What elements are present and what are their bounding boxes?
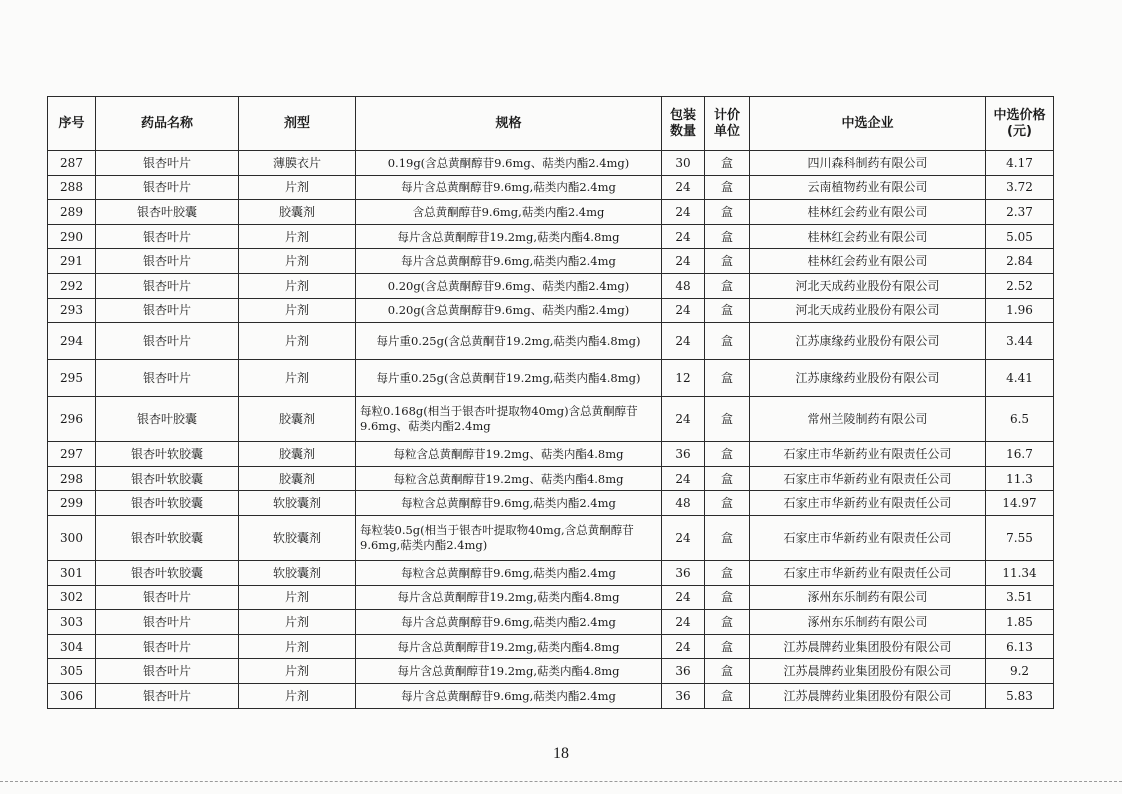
price-cell: 1.96 (986, 298, 1054, 323)
price-cell: 3.44 (986, 323, 1054, 360)
price-cell: 6.13 (986, 634, 1054, 659)
table-row (48, 634, 1054, 659)
price-cell: 2.37 (986, 200, 1054, 225)
drug-name-cell: 银杏叶片 (96, 249, 239, 274)
pricing-unit-cell: 盒 (705, 515, 750, 560)
header-specification: 规格 (356, 97, 662, 151)
dosage-form-cell: 胶囊剂 (239, 397, 356, 442)
pack-quantity-cell: 24 (662, 397, 705, 442)
drug-name-cell: 银杏叶片 (96, 610, 239, 635)
pricing-unit-cell: 盒 (705, 585, 750, 610)
row-number-cell: 303 (48, 610, 96, 635)
company-cell: 桂林红会药业有限公司 (750, 200, 986, 225)
company-cell: 云南植物药业有限公司 (750, 175, 986, 200)
pack-quantity-cell: 24 (662, 175, 705, 200)
specification-cell: 0.20g(含总黄酮醇苷9.6mg、萜类内酯2.4mg) (356, 298, 662, 323)
drug-name-cell: 银杏叶片 (96, 683, 239, 708)
company-cell: 河北天成药业股份有限公司 (750, 298, 986, 323)
specification-cell: 每片含总黄酮醇苷19.2mg,萜类内酯4.8mg (356, 659, 662, 684)
drug-name-cell: 银杏叶软胶囊 (96, 515, 239, 560)
pricing-unit-cell: 盒 (705, 298, 750, 323)
table-row (48, 585, 1054, 610)
dosage-form-cell: 薄膜衣片 (239, 151, 356, 176)
table-row (48, 175, 1054, 200)
row-number-cell: 287 (48, 151, 96, 176)
drug-name-cell: 银杏叶片 (96, 224, 239, 249)
price-cell: 14.97 (986, 491, 1054, 516)
header-pricing-unit: 计价单位 (705, 97, 750, 151)
price-cell: 5.83 (986, 683, 1054, 708)
table-header-row (48, 97, 1054, 151)
specification-cell: 0.20g(含总黄酮醇苷9.6mg、萜类内酯2.4mg) (356, 273, 662, 298)
drug-name-cell: 银杏叶软胶囊 (96, 442, 239, 467)
pricing-unit-cell: 盒 (705, 466, 750, 491)
table-row (48, 151, 1054, 176)
dosage-form-cell: 片剂 (239, 273, 356, 298)
dosage-form-cell: 片剂 (239, 249, 356, 274)
dosage-form-cell: 片剂 (239, 175, 356, 200)
table-row (48, 610, 1054, 635)
row-number-cell: 288 (48, 175, 96, 200)
header-drug-name: 药品名称 (96, 97, 239, 151)
drug-name-cell: 银杏叶软胶囊 (96, 466, 239, 491)
price-cell: 4.17 (986, 151, 1054, 176)
drug-name-cell: 银杏叶片 (96, 175, 239, 200)
company-cell: 石家庄市华新药业有限责任公司 (750, 491, 986, 516)
pricing-unit-cell: 盒 (705, 634, 750, 659)
company-cell: 石家庄市华新药业有限责任公司 (750, 442, 986, 467)
company-cell: 桂林红会药业有限公司 (750, 249, 986, 274)
company-cell: 河北天成药业股份有限公司 (750, 273, 986, 298)
company-cell: 涿州东乐制药有限公司 (750, 610, 986, 635)
price-cell: 7.55 (986, 515, 1054, 560)
specification-cell: 每片重0.25g(含总黄酮苷19.2mg,萜类内酯4.8mg) (356, 360, 662, 397)
company-cell: 江苏晨牌药业集团股份有限公司 (750, 634, 986, 659)
dosage-form-cell: 片剂 (239, 634, 356, 659)
table-row (48, 249, 1054, 274)
specification-cell: 每片含总黄酮醇苷9.6mg,萜类内酯2.4mg (356, 683, 662, 708)
row-number-cell: 291 (48, 249, 96, 274)
pricing-unit-cell: 盒 (705, 442, 750, 467)
dosage-form-cell: 片剂 (239, 323, 356, 360)
specification-cell: 每粒含总黄酮醇苷19.2mg、萜类内酯4.8mg (356, 442, 662, 467)
dosage-form-cell: 胶囊剂 (239, 442, 356, 467)
table-row (48, 397, 1054, 442)
pack-quantity-cell: 36 (662, 659, 705, 684)
dosage-form-cell: 软胶囊剂 (239, 515, 356, 560)
specification-cell: 每片含总黄酮醇苷9.6mg,萜类内酯2.4mg (356, 610, 662, 635)
header-selected-price: 中选价格(元) (986, 97, 1054, 151)
company-cell: 桂林红会药业有限公司 (750, 224, 986, 249)
drug-name-cell: 银杏叶片 (96, 273, 239, 298)
specification-cell: 每片含总黄酮醇苷9.6mg,萜类内酯2.4mg (356, 175, 662, 200)
price-cell: 11.34 (986, 560, 1054, 585)
pricing-unit-cell: 盒 (705, 610, 750, 635)
specification-cell: 每片含总黄酮醇苷19.2mg,萜类内酯4.8mg (356, 634, 662, 659)
drug-name-cell: 银杏叶片 (96, 659, 239, 684)
specification-cell: 0.19g(含总黄酮醇苷9.6mg、萜类内酯2.4mg) (356, 151, 662, 176)
pack-quantity-cell: 30 (662, 151, 705, 176)
row-number-cell: 304 (48, 634, 96, 659)
specification-cell: 每粒含总黄酮醇苷9.6mg,萜类内酯2.4mg (356, 491, 662, 516)
pricing-unit-cell: 盒 (705, 397, 750, 442)
specification-cell: 每粒含总黄酮醇苷19.2mg、萜类内酯4.8mg (356, 466, 662, 491)
pricing-unit-cell: 盒 (705, 200, 750, 225)
price-cell: 6.5 (986, 397, 1054, 442)
pack-quantity-cell: 24 (662, 200, 705, 225)
drug-name-cell: 银杏叶片 (96, 585, 239, 610)
dosage-form-cell: 片剂 (239, 683, 356, 708)
pack-quantity-cell: 24 (662, 634, 705, 659)
drug-name-cell: 银杏叶片 (96, 323, 239, 360)
drug-name-cell: 银杏叶软胶囊 (96, 560, 239, 585)
price-cell: 16.7 (986, 442, 1054, 467)
company-cell: 四川森科制药有限公司 (750, 151, 986, 176)
row-number-cell: 306 (48, 683, 96, 708)
specification-cell: 含总黄酮醇苷9.6mg,萜类内酯2.4mg (356, 200, 662, 225)
dosage-form-cell: 片剂 (239, 298, 356, 323)
row-number-cell: 296 (48, 397, 96, 442)
dosage-form-cell: 胶囊剂 (239, 200, 356, 225)
pack-quantity-cell: 24 (662, 585, 705, 610)
specification-cell: 每粒含总黄酮醇苷9.6mg,萜类内酯2.4mg (356, 560, 662, 585)
pack-quantity-cell: 36 (662, 442, 705, 467)
dosage-form-cell: 片剂 (239, 224, 356, 249)
row-number-cell: 301 (48, 560, 96, 585)
pricing-unit-cell: 盒 (705, 249, 750, 274)
company-cell: 江苏晨牌药业集团股份有限公司 (750, 659, 986, 684)
pricing-unit-cell: 盒 (705, 323, 750, 360)
company-cell: 石家庄市华新药业有限责任公司 (750, 466, 986, 491)
price-cell: 11.3 (986, 466, 1054, 491)
header-selected-company: 中选企业 (750, 97, 986, 151)
company-cell: 江苏康缘药业股份有限公司 (750, 323, 986, 360)
price-cell: 2.84 (986, 249, 1054, 274)
pricing-unit-cell: 盒 (705, 175, 750, 200)
drug-name-cell: 银杏叶片 (96, 360, 239, 397)
specification-cell: 每片重0.25g(含总黄酮苷19.2mg,萜类内酯4.8mg) (356, 323, 662, 360)
table-row (48, 323, 1054, 360)
pack-quantity-cell: 24 (662, 610, 705, 635)
dosage-form-cell: 片剂 (239, 585, 356, 610)
drug-name-cell: 银杏叶胶囊 (96, 397, 239, 442)
pack-quantity-cell: 48 (662, 273, 705, 298)
table-row (48, 298, 1054, 323)
price-cell: 1.85 (986, 610, 1054, 635)
table-row (48, 659, 1054, 684)
drug-name-cell: 银杏叶片 (96, 151, 239, 176)
table-row (48, 560, 1054, 585)
price-cell: 3.51 (986, 585, 1054, 610)
table-row (48, 466, 1054, 491)
row-number-cell: 300 (48, 515, 96, 560)
header-no: 序号 (48, 97, 96, 151)
drug-name-cell: 银杏叶片 (96, 634, 239, 659)
table-row (48, 491, 1054, 516)
row-number-cell: 297 (48, 442, 96, 467)
dosage-form-cell: 片剂 (239, 610, 356, 635)
pricing-unit-cell: 盒 (705, 659, 750, 684)
row-number-cell: 302 (48, 585, 96, 610)
row-number-cell: 292 (48, 273, 96, 298)
specification-cell: 每粒0.168g(相当于银杏叶提取物40mg)含总黄酮醇苷9.6mg、萜类内酯2.4mg (356, 397, 662, 442)
drug-name-cell: 银杏叶软胶囊 (96, 491, 239, 516)
price-cell: 2.52 (986, 273, 1054, 298)
table-row (48, 360, 1054, 397)
pack-quantity-cell: 48 (662, 491, 705, 516)
company-cell: 涿州东乐制药有限公司 (750, 585, 986, 610)
company-cell: 江苏晨牌药业集团股份有限公司 (750, 683, 986, 708)
pack-quantity-cell: 24 (662, 298, 705, 323)
table-row (48, 683, 1054, 708)
table-row (48, 515, 1054, 560)
dosage-form-cell: 胶囊剂 (239, 466, 356, 491)
pack-quantity-cell: 24 (662, 224, 705, 249)
pack-quantity-cell: 36 (662, 683, 705, 708)
drug-price-table (47, 96, 1054, 709)
pricing-unit-cell: 盒 (705, 224, 750, 249)
dosage-form-cell: 片剂 (239, 659, 356, 684)
price-cell: 9.2 (986, 659, 1054, 684)
pricing-unit-cell: 盒 (705, 491, 750, 516)
drug-name-cell: 银杏叶胶囊 (96, 200, 239, 225)
pricing-unit-cell: 盒 (705, 273, 750, 298)
dosage-form-cell: 片剂 (239, 360, 356, 397)
pricing-unit-cell: 盒 (705, 560, 750, 585)
pack-quantity-cell: 24 (662, 466, 705, 491)
pricing-unit-cell: 盒 (705, 151, 750, 176)
table-row (48, 224, 1054, 249)
pack-quantity-cell: 24 (662, 249, 705, 274)
header-pack-quantity: 包装数量 (662, 97, 705, 151)
row-number-cell: 305 (48, 659, 96, 684)
pack-quantity-cell: 36 (662, 560, 705, 585)
row-number-cell: 293 (48, 298, 96, 323)
pack-quantity-cell: 12 (662, 360, 705, 397)
scan-edge-divider (0, 781, 1122, 782)
table-row (48, 442, 1054, 467)
row-number-cell: 290 (48, 224, 96, 249)
specification-cell: 每片含总黄酮醇苷19.2mg,萜类内酯4.8mg (356, 224, 662, 249)
company-cell: 江苏康缘药业股份有限公司 (750, 360, 986, 397)
dosage-form-cell: 软胶囊剂 (239, 560, 356, 585)
pack-quantity-cell: 24 (662, 515, 705, 560)
specification-cell: 每粒装0.5g(相当于银杏叶提取物40mg,含总黄酮醇苷9.6mg,萜类内酯2.4mg) (356, 515, 662, 560)
row-number-cell: 295 (48, 360, 96, 397)
header-dosage-form: 剂型 (239, 97, 356, 151)
specification-cell: 每片含总黄酮醇苷19.2mg,萜类内酯4.8mg (356, 585, 662, 610)
table-row (48, 273, 1054, 298)
page-number: 18 (553, 745, 569, 762)
price-cell: 4.41 (986, 360, 1054, 397)
row-number-cell: 298 (48, 466, 96, 491)
pack-quantity-cell: 24 (662, 323, 705, 360)
price-cell: 5.05 (986, 224, 1054, 249)
company-cell: 常州兰陵制药有限公司 (750, 397, 986, 442)
row-number-cell: 289 (48, 200, 96, 225)
price-cell: 3.72 (986, 175, 1054, 200)
company-cell: 石家庄市华新药业有限责任公司 (750, 560, 986, 585)
drug-name-cell: 银杏叶片 (96, 298, 239, 323)
row-number-cell: 299 (48, 491, 96, 516)
specification-cell: 每片含总黄酮醇苷9.6mg,萜类内酯2.4mg (356, 249, 662, 274)
company-cell: 石家庄市华新药业有限责任公司 (750, 515, 986, 560)
pricing-unit-cell: 盒 (705, 683, 750, 708)
pricing-unit-cell: 盒 (705, 360, 750, 397)
dosage-form-cell: 软胶囊剂 (239, 491, 356, 516)
table-row (48, 200, 1054, 225)
row-number-cell: 294 (48, 323, 96, 360)
